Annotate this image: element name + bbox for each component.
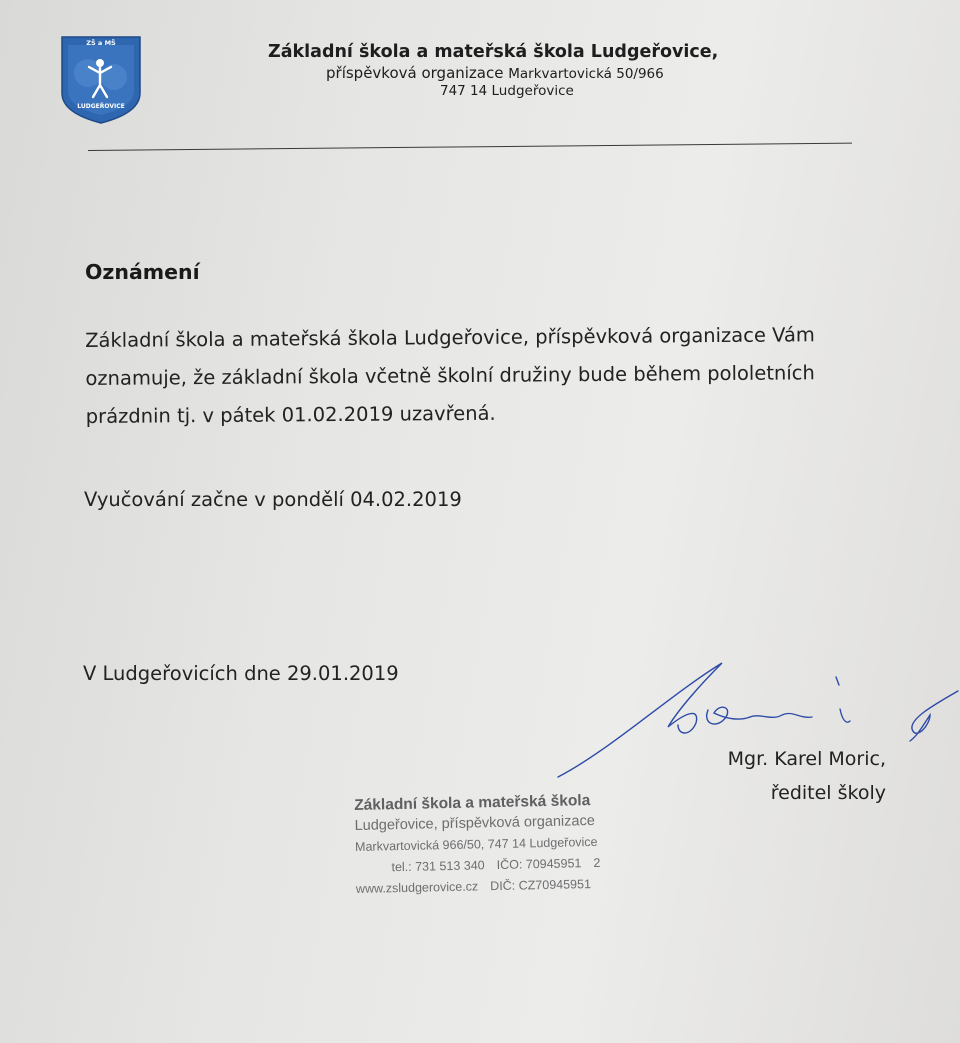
signer-name: Mgr. Karel Moric, bbox=[727, 748, 886, 770]
place-and-date: V Ludgeřovicích dne 29.01.2019 bbox=[83, 662, 399, 685]
svg-text:ZŠ a MŠ: ZŠ a MŠ bbox=[86, 39, 116, 47]
stamp-number: 2 bbox=[593, 855, 601, 870]
stamp-dic: DIČ: CZ70945951 bbox=[490, 877, 592, 894]
stamp-line-3: Markvartovická 966/50, 747 14 Ludgeřovice bbox=[354, 834, 598, 854]
notice-title: Oznámení bbox=[85, 260, 200, 284]
paragraph-line: Základní škola a mateřská škola Ludgeřovice, příspěvková organizace Vám bbox=[85, 323, 815, 352]
paragraph-line: oznamuje, že základní škola včetně školní družiny bude během pololetních bbox=[85, 361, 815, 390]
school-org-address bbox=[326, 64, 828, 83]
notice-paragraph bbox=[85, 316, 876, 436]
city-address: 747 14 Ludgeřovice bbox=[440, 82, 574, 99]
stamp-line-2: Ludgeřovice, příspěvková organizace bbox=[354, 812, 595, 834]
school-stamp bbox=[354, 789, 646, 900]
stamp-phone: tel.: 731 513 340 bbox=[391, 858, 485, 875]
school-logo bbox=[58, 33, 144, 125]
stamp-line-1: Základní škola a mateřská škola bbox=[354, 792, 591, 814]
paragraph-line: prázdnin tj. v pátek 01.02.2019 uzavřená. bbox=[85, 401, 496, 428]
school-logo-icon bbox=[58, 33, 144, 125]
letterhead bbox=[268, 42, 828, 100]
signer-block bbox=[700, 742, 886, 810]
stamp-web: www.zsludgerovice.cz bbox=[355, 879, 479, 896]
classes-resume-text: Vyučování začne v pondělí 04.02.2019 bbox=[84, 488, 462, 511]
svg-text:LUDGEŘOVICE: LUDGEŘOVICE bbox=[77, 103, 125, 110]
school-name: Základní škola a mateřská škola Ludgeřovice, bbox=[268, 42, 719, 62]
org-type: příspěvková organizace bbox=[326, 63, 504, 82]
header-divider bbox=[88, 143, 852, 151]
signer-role: ředitel školy bbox=[770, 782, 886, 804]
stamp-ico: IČO: 70945951 bbox=[496, 856, 582, 873]
street-address: Markvartovická 50/966 bbox=[508, 65, 664, 82]
